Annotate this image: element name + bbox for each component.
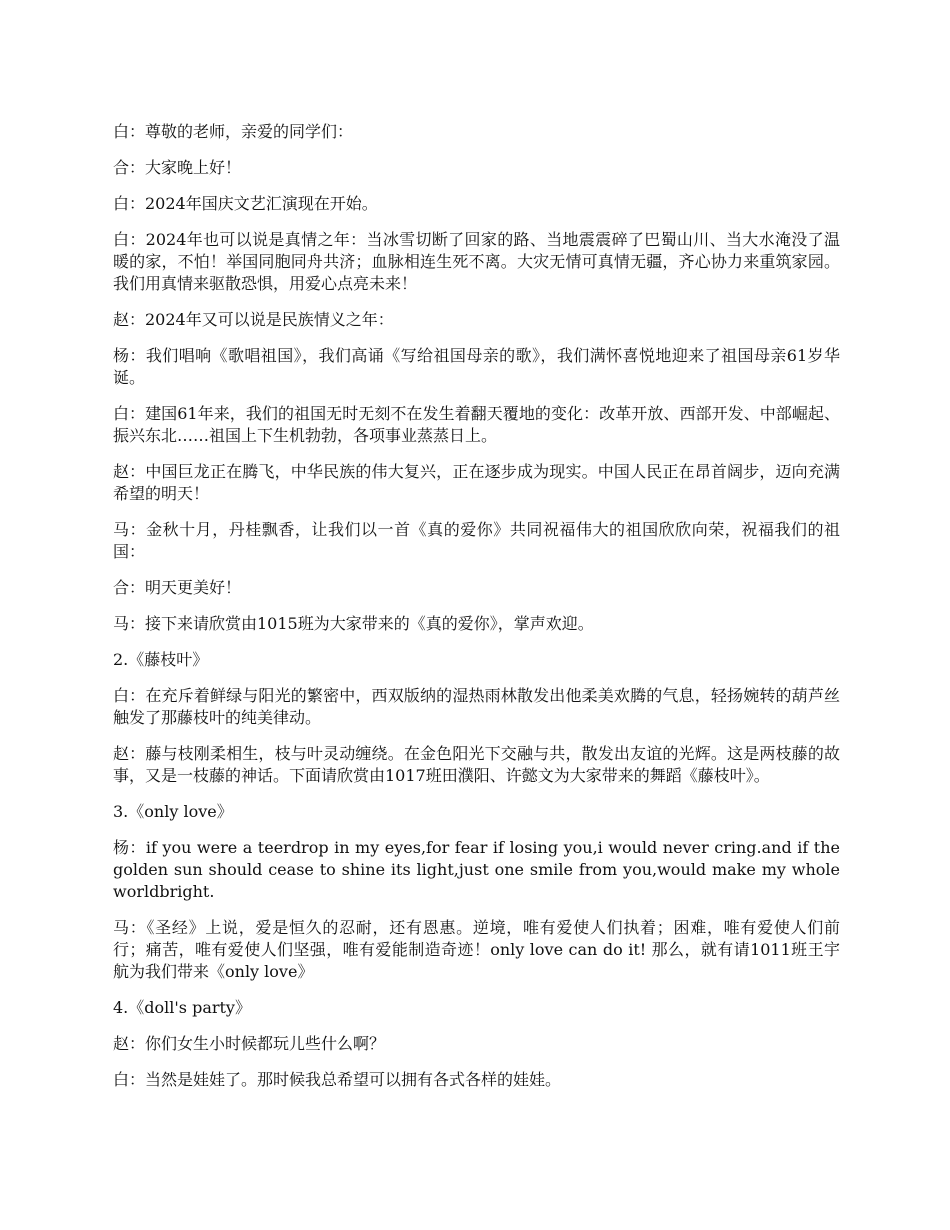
paragraph: 合：大家晚上好！ xyxy=(113,158,242,177)
paragraph: 白：当然是娃娃了。那时候我总希望可以拥有各式各样的娃娃。 xyxy=(113,1070,562,1089)
paragraph: 白：尊敬的老师，亲爱的同学们： xyxy=(113,122,354,141)
paragraph: 马：《圣经》上说，爱是恒久的忍耐，还有恩惠。逆境，唯有爱使人们执着；困难，唯有爱使人们前行；痛苦，唯有爱使人们坚强，唯有爱能制造奇迹！only love can do it! 那么，就有请1011班王宇航为我们带来《only love》 xyxy=(113,918,840,981)
paragraph: 马：金秋十月，丹桂飘香，让我们以一首《真的爱你》共同祝福伟大的祖国欣欣向荣，祝福我们的祖国： xyxy=(113,520,840,561)
document-body xyxy=(113,121,840,1105)
paragraph: 白：2024年也可以说是真情之年：当冰雪切断了回家的路、当地震震碎了巴蜀山川、当大水淹没了温暖的家，不怕！举国同胞同舟共济；血脉相连生死不离。大灾无情可真情无疆，齐心协力来重筑家园。我们用真情来驱散恐惧，用爱心点亮未来！ xyxy=(113,230,840,293)
paragraph: 马：接下来请欣赏由1015班为大家带来的《真的爱你》，掌声欢迎。 xyxy=(113,614,594,633)
paragraph: 白：在充斥着鲜绿与阳光的繁密中，西双版纳的湿热雨林散发出他柔美欢腾的气息，轻扬婉转的葫芦丝触发了那藤枝叶的纯美律动。 xyxy=(113,686,840,727)
paragraph: 杨：我们唱响《歌唱祖国》，我们高诵《写给祖国母亲的歌》，我们满怀喜悦地迎来了祖国母亲61岁华诞。 xyxy=(113,346,840,387)
section-heading: 2.《藤枝叶》 xyxy=(113,650,209,669)
paragraph: 白：建国61年来，我们的祖国无时无刻不在发生着翻天覆地的变化：改革开放、西部开发、中部崛起、振兴东北……祖国上下生机勃勃，各项事业蒸蒸日上。 xyxy=(113,404,840,445)
paragraph: 赵：你们女生小时候都玩儿些什么啊？ xyxy=(113,1034,386,1053)
paragraph: 赵：中国巨龙正在腾飞，中华民族的伟大复兴，正在逐步成为现实。中国人民正在昂首阔步，迈向充满希望的明天！ xyxy=(113,462,840,503)
paragraph: 白：2024年国庆文艺汇演现在开始。 xyxy=(113,194,378,213)
paragraph: 赵：藤与枝刚柔相生，枝与叶灵动缠绕。在金色阳光下交融与共，散发出友谊的光辉。这是两枝藤的故事，又是一枝藤的神话。下面请欣赏由1017班田濮阳、许懿文为大家带来的舞蹈《藤枝叶》。 xyxy=(113,744,840,785)
section-heading: 4.《doll's party》 xyxy=(113,998,251,1017)
paragraph: 杨：if you were a teerdrop in my eyes,for fear if losing you,i would never cring.and if the golden sun should cease to shine its light,just one smile from you,would make my whole worldbright. xyxy=(113,838,840,901)
paragraph: 赵：2024年又可以说是民族情义之年： xyxy=(113,310,394,329)
section-heading: 3.《only love》 xyxy=(113,802,233,821)
paragraph: 合：明天更美好！ xyxy=(113,578,242,597)
